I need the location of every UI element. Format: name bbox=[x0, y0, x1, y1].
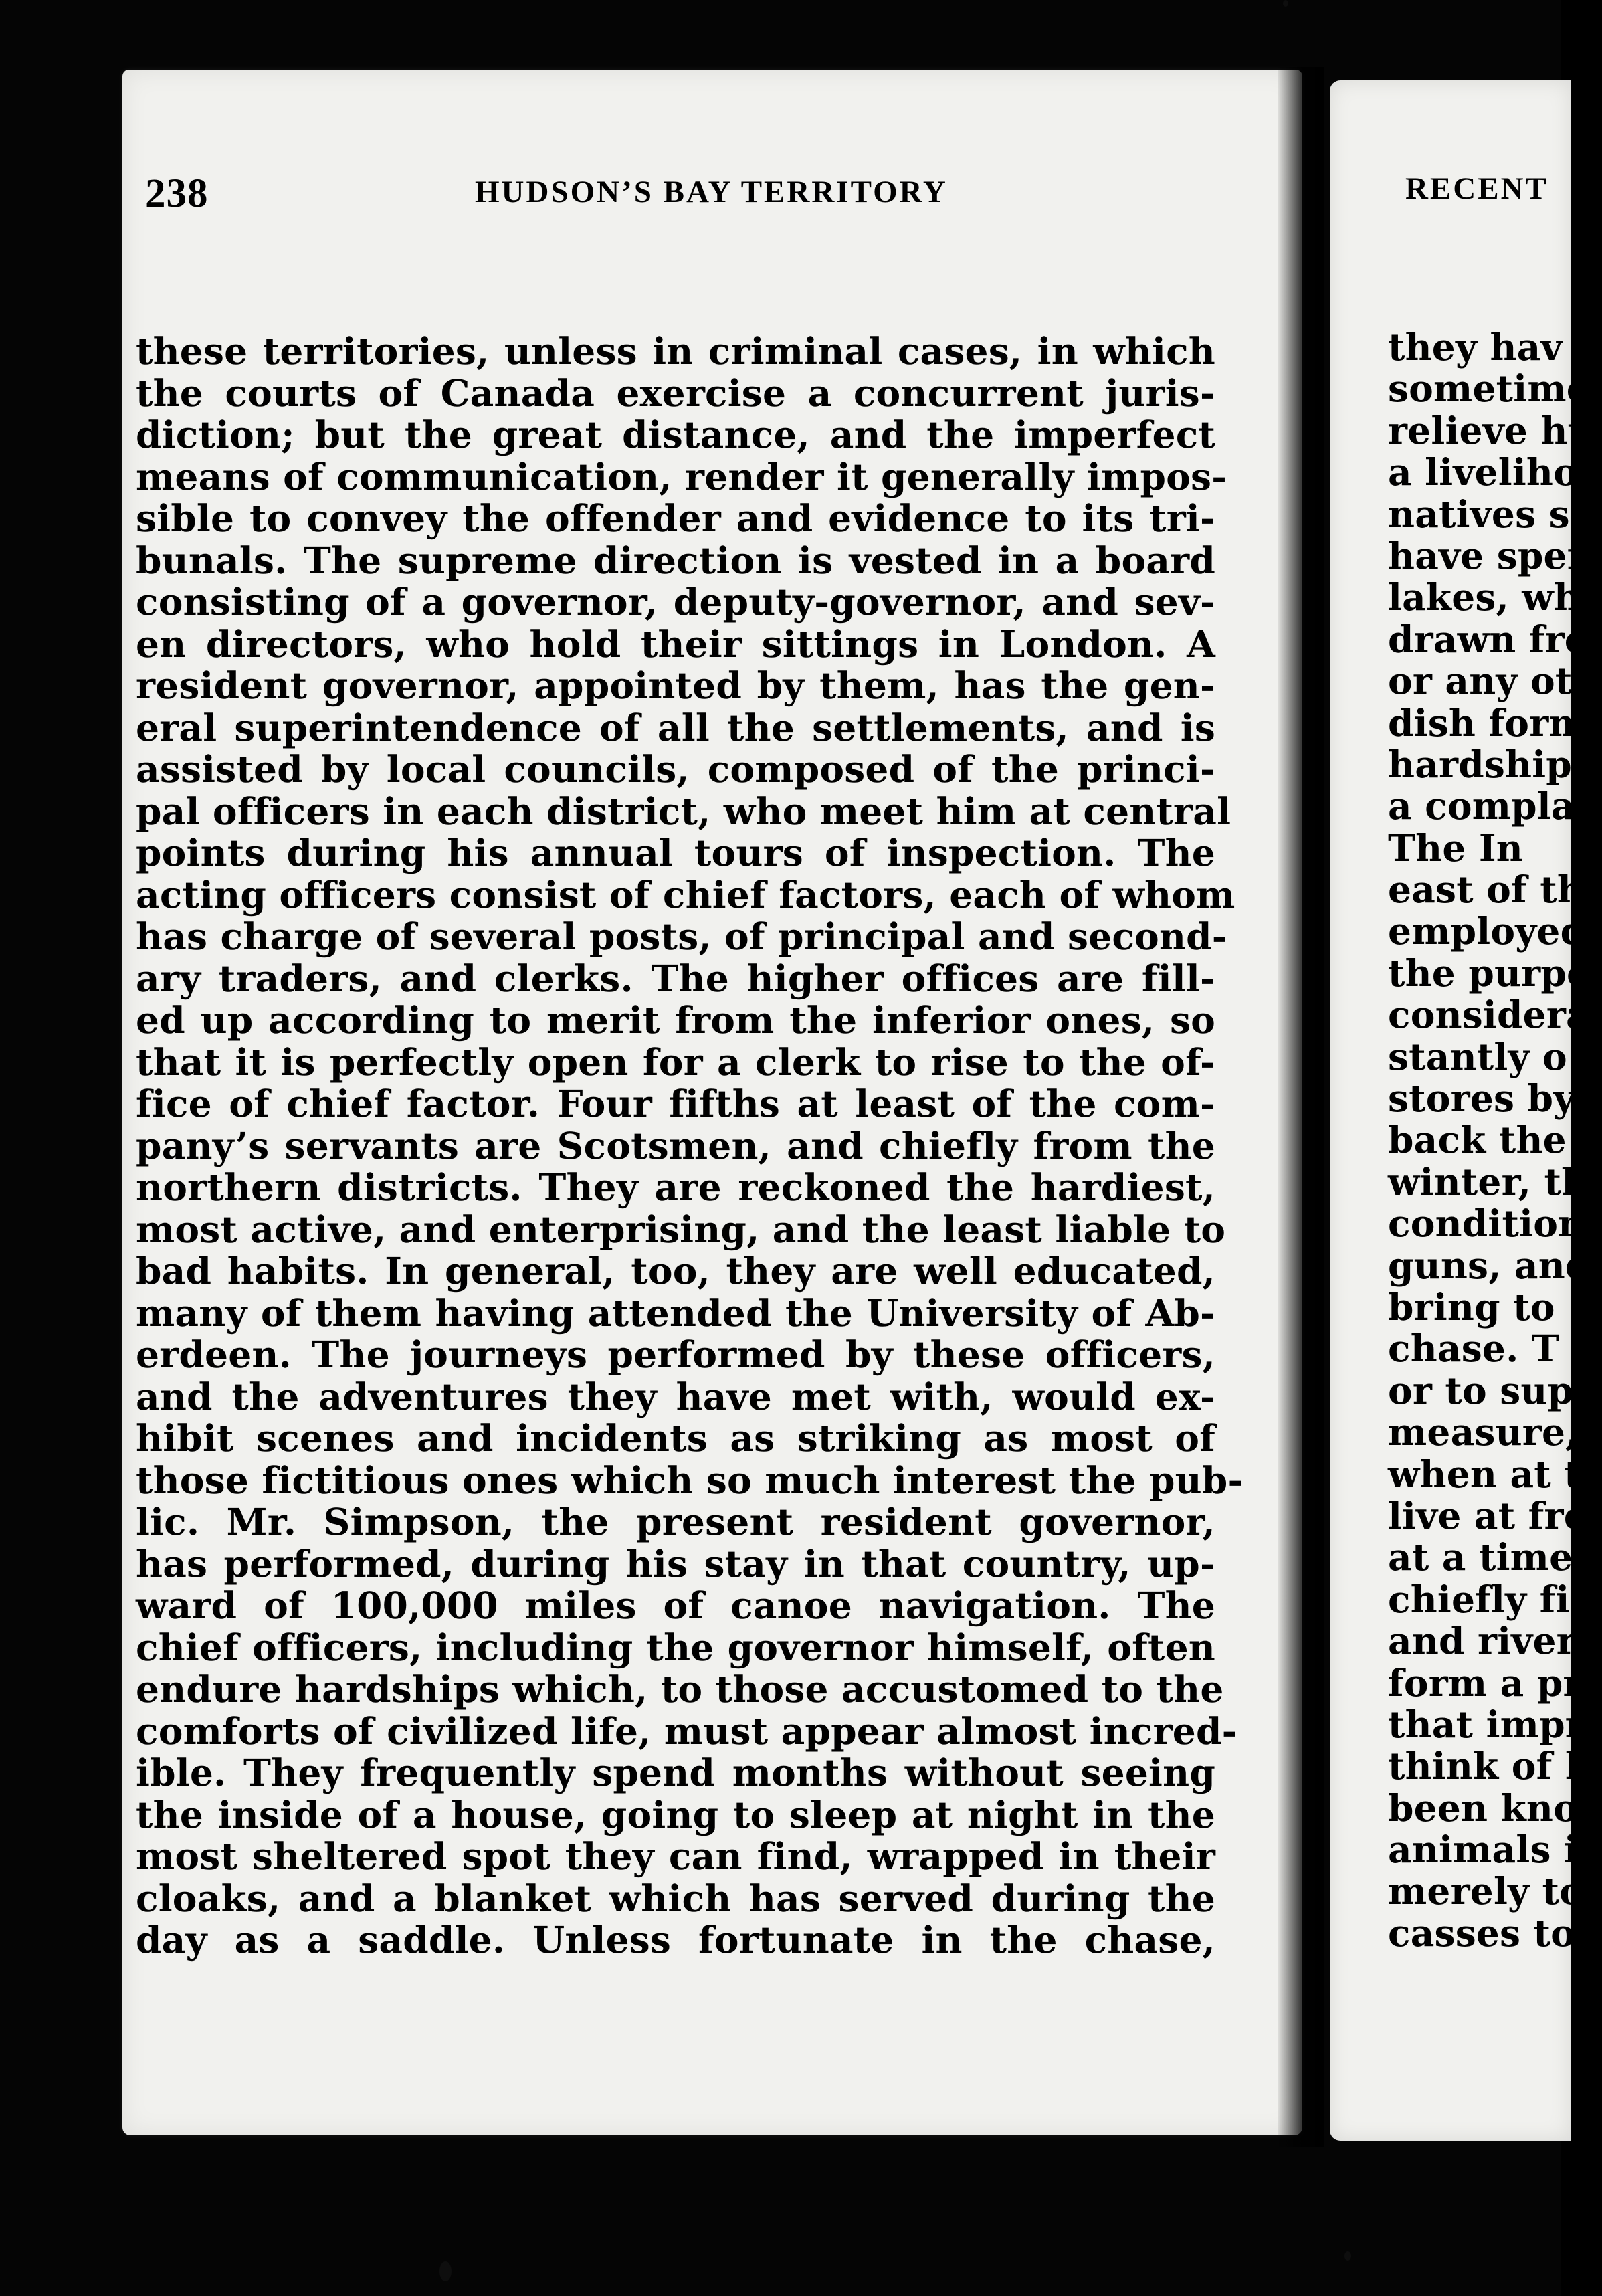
text-line: the courts of Canada exercise a concurrent juris- bbox=[136, 371, 1215, 415]
text-line: consisting of a governor, deputy-governor, and sev- bbox=[136, 580, 1215, 624]
text-line: relieve hu bbox=[1388, 408, 1595, 452]
text-line: hibit scenes and incidents as striking as most of bbox=[136, 1416, 1215, 1460]
page-number: 238 bbox=[145, 171, 209, 216]
text-line: a liveliho bbox=[1388, 450, 1578, 494]
scan-speck bbox=[1344, 2251, 1351, 2261]
text-line: form a pr bbox=[1388, 1660, 1583, 1705]
text-line: the purpo bbox=[1388, 951, 1591, 995]
text-line: comforts of civilized life, must appear almost incred- bbox=[136, 1709, 1237, 1753]
text-line: winter, th bbox=[1388, 1159, 1589, 1204]
text-line: sometime bbox=[1388, 367, 1590, 411]
text-line: that impr bbox=[1388, 1702, 1585, 1746]
text-line: endure hardships which, to those accustomed to the bbox=[136, 1667, 1224, 1711]
text-line: assisted by local councils, composed of the princi- bbox=[136, 747, 1215, 791]
text-line: pal officers in each district, who meet him at central bbox=[136, 789, 1231, 833]
text-line: ward of 100,000 miles of canoe navigation. The bbox=[136, 1584, 1215, 1627]
left-page-header bbox=[145, 171, 1218, 231]
text-line: chiefly fis bbox=[1388, 1577, 1591, 1621]
text-line: and river bbox=[1388, 1619, 1576, 1663]
text-line: casses to bbox=[1388, 1911, 1576, 1955]
text-line: natives so bbox=[1388, 492, 1595, 536]
text-line: live at fre bbox=[1388, 1493, 1587, 1537]
text-line: day as a saddle. Unless fortunate in the chase, bbox=[136, 1918, 1215, 1962]
text-line: ible. They frequently spend months without seeing bbox=[136, 1751, 1215, 1794]
text-line: northern districts. They are reckoned the hardiest, bbox=[136, 1165, 1215, 1209]
text-line: east of th bbox=[1388, 868, 1585, 912]
text-line: ed up according to merit from the inferior ones, so bbox=[136, 998, 1215, 1042]
text-line: have sper bbox=[1388, 533, 1587, 577]
text-line: those fictitious ones which so much interest the pub- bbox=[136, 1458, 1243, 1502]
text-line: dish formi bbox=[1388, 700, 1602, 745]
text-line: The In bbox=[1388, 826, 1523, 870]
text-line: most sheltered spot they can find, wrapped in their bbox=[136, 1834, 1215, 1878]
text-line: employed bbox=[1388, 909, 1587, 953]
text-line: bunals. The supreme direction is vested in a board bbox=[136, 538, 1215, 582]
scan-speck bbox=[439, 2261, 452, 2281]
text-line: lic. Mr. Simpson, the present resident governor, bbox=[136, 1500, 1215, 1543]
text-line: hardships bbox=[1388, 742, 1593, 786]
text-line: drawn fro bbox=[1388, 617, 1589, 661]
text-line: or any oth bbox=[1388, 659, 1599, 703]
text-line: cloaks, and a blanket which has served during the bbox=[136, 1876, 1215, 1920]
text-line: most active, and enterprising, and the least liable to bbox=[136, 1207, 1226, 1251]
text-line: points during his annual tours of inspection. The bbox=[136, 831, 1215, 874]
text-line: they hav bbox=[1388, 325, 1563, 369]
text-line: fice of chief factor. Four fifths at least of the com- bbox=[136, 1082, 1215, 1125]
text-line: merely to bbox=[1388, 1869, 1585, 1913]
text-line: lakes, wh bbox=[1388, 575, 1581, 619]
book-spine-shadow bbox=[1278, 67, 1324, 2147]
text-line: bring to bbox=[1388, 1284, 1555, 1329]
text-line: at a time bbox=[1388, 1535, 1573, 1580]
text-line: eral superintendence of all the settlements, and is bbox=[136, 705, 1215, 749]
text-line: en directors, who hold their sittings in London. A bbox=[136, 621, 1215, 666]
text-line: animals i bbox=[1388, 1828, 1579, 1872]
text-line: chief officers, including the governor himself, often bbox=[136, 1625, 1215, 1669]
text-line: erdeen. The journeys performed by these officers, bbox=[136, 1333, 1215, 1376]
text-line: has charge of several posts, of principal and second- bbox=[136, 915, 1227, 958]
left-page-body bbox=[136, 329, 1243, 1962]
text-line: ary traders, and clerks. The higher offices are fill- bbox=[136, 956, 1215, 1000]
text-line: and the adventures they have met with, would ex- bbox=[136, 1374, 1215, 1418]
text-line: been kno bbox=[1388, 1786, 1578, 1830]
text-line: chase. T bbox=[1388, 1327, 1559, 1371]
text-line: many of them having attended the University of Ab- bbox=[136, 1290, 1215, 1335]
text-line: means of communication, render it generally impos- bbox=[136, 454, 1227, 498]
text-line: bad habits. In general, too, they are well educated, bbox=[136, 1249, 1215, 1293]
text-line: that it is perfectly open for a clerk to rise to the of- bbox=[136, 1040, 1215, 1084]
text-line: back the bbox=[1388, 1118, 1567, 1162]
text-line: think of l bbox=[1388, 1744, 1579, 1788]
text-line: resident governor, appointed by them, has the gen- bbox=[136, 664, 1215, 707]
text-line: has performed, during his stay in that country, up- bbox=[136, 1541, 1215, 1586]
right-page-running-title: RECENT bbox=[1405, 171, 1548, 206]
text-line: guns, and bbox=[1388, 1243, 1591, 1287]
text-line: measure, bbox=[1388, 1410, 1579, 1454]
text-line: acting officers consist of chief factors, each of whom bbox=[136, 872, 1235, 917]
text-line: stores by bbox=[1388, 1076, 1575, 1121]
text-line: sible to convey the offender and evidence to its tri- bbox=[136, 496, 1215, 540]
text-line: diction; but the great distance, and the imperfect bbox=[136, 413, 1215, 456]
text-line: the inside of a house, going to sleep at night in the bbox=[136, 1792, 1215, 1836]
text-line: stantly o bbox=[1388, 1034, 1567, 1078]
text-line: or to sup bbox=[1388, 1368, 1574, 1412]
text-line: condition bbox=[1388, 1202, 1585, 1246]
text-line: a complai bbox=[1388, 784, 1589, 828]
right-page-body bbox=[1388, 325, 1602, 1955]
text-line: these territories, unless in criminal cases, in which bbox=[136, 329, 1215, 373]
text-line: considera bbox=[1388, 993, 1590, 1037]
text-line: when at t bbox=[1388, 1452, 1581, 1496]
running-title: HUDSON’S BAY TERRITORY bbox=[475, 175, 948, 209]
scan-speck bbox=[1283, 0, 1288, 7]
text-line: pany’s servants are Scotsmen, and chiefly from the bbox=[136, 1123, 1215, 1167]
